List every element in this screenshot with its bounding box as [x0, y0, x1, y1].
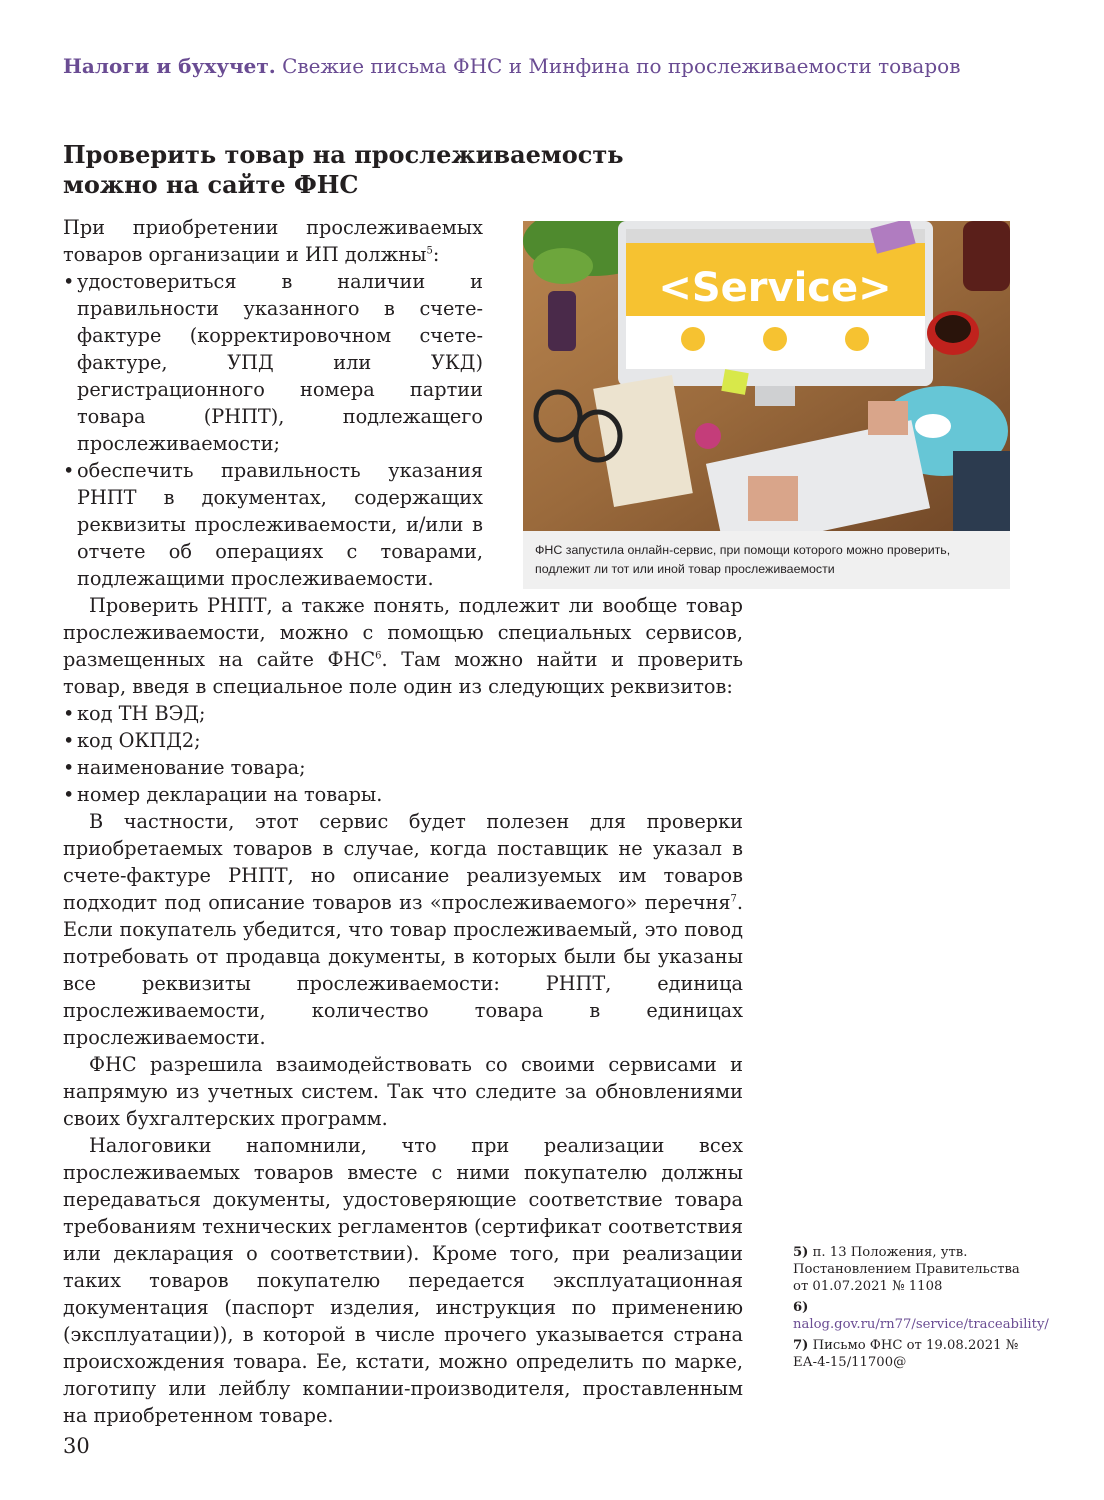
fns-service-link[interactable]: nalog.gov.ru/rn77/service/traceability/ — [793, 1317, 1049, 1332]
service-paragraph: В частности, этот сервис будет полезен для проверки приобретаемых товаров в случае, когда поставщик не указал в счете-фактуре РНПТ, но описание реализуемых им товаров подходит под описание товаров из «прослеживаемого» перечня$^7$. Если покупатель убедится, что товар прослеживаемый, это повод потребовать от продавца документы, в которых были бы указаны все реквизиты прослеживаемости: РНПТ, единица прослеживаемости, количество товара в единицах прослеживаемости. — [63, 810, 743, 1049]
narrow-column — [63, 214, 483, 592]
coffee-pot — [963, 221, 1010, 291]
footnote-ref-5[interactable]: 5 — [426, 245, 433, 257]
running-head-title: Свежие письма ФНС и Минфина по прослеживаемости товаров — [282, 54, 961, 78]
list-item: • удостовериться в наличии и правильности указанного в счете-фактуре (корректировочном счете-фактуре, УПД или УКД) регистрационного номера партии товара (РНПТ), подлежащего прослеживаемости; — [63, 268, 483, 457]
footnote-7: 7) Письмо ФНС от 19.08.2021 № ЕА-4-15/11700@ — [793, 1338, 1019, 1370]
article-heading — [63, 140, 624, 200]
footnote-6: 6) nalog.gov.ru/rn77/service/traceability/ — [793, 1300, 1049, 1332]
requisites-list — [63, 700, 743, 808]
phone — [548, 291, 576, 351]
hand — [868, 401, 908, 435]
heading-line-2: можно на сайте ФНС — [63, 170, 359, 199]
wide-column — [63, 592, 743, 1429]
clips — [695, 423, 721, 449]
fns-paragraph: ФНС разрешила взаимодействовать со своими сервисами и напрямую из учетных систем. Так что следите за обновлениями своих бухгалтерских программ. — [63, 1053, 743, 1130]
running-head-section: Налоги и бухучет. — [63, 54, 276, 78]
figure — [523, 221, 1010, 589]
figure-caption: ФНС запустила онлайн-сервис, при помощи которого можно проверить, подлежит ли тот или иной товар прослеживаемости — [535, 543, 951, 576]
mouse — [915, 414, 951, 438]
list-item: • обеспечить правильность указания РНПТ в документах, содержащих реквизиты прослеживаемости, и/или в отчете об операциях с товарами, подлежащими прослеживаемости. — [63, 457, 483, 592]
intro-paragraph: При приобретении прослеживаемых товаров организации и ИП должны$^5$: — [63, 216, 483, 266]
screen-text: <Service> — [658, 265, 892, 311]
footnotes — [793, 1244, 1049, 1375]
heading-line-1: Проверить товар на прослеживаемость — [63, 140, 624, 169]
duties-list — [63, 268, 483, 592]
docs-paragraph: Налоговики напомнили, что при реализации всех прослеживаемых товаров вместе с ними покупателю должны передаваться документы, удостоверяющие соответствие товара требованиям технических регламентов (сертификат соответствия или декларация о соответствии). Кроме того, при реализации таких товаров покупателю передается эксплуатационная документация (паспорт изделия, инструкция по применению (эксплуатации)), в которой в числе прочего указывается страна происхождения товара. Ее, кстати, можно определить по марке, логотипу или лейблу компании-производителя, проставленным на приобретенном товаре. — [63, 1134, 743, 1427]
footnote-ref-6[interactable]: 6 — [375, 650, 382, 662]
list-item: • код ОКПД2; — [63, 727, 743, 754]
list-item: • номер декларации на товары. — [63, 781, 743, 808]
check-paragraph: Проверить РНПТ, а также понять, подлежит ли вообще товар прослеживаемости, можно с помощью специальных сервисов, размещенных на сайте ФНС$^6$. Там можно найти и проверить товар, введя в специальное поле один из следующих реквизитов: — [63, 594, 743, 698]
footnote-ref-7[interactable]: 7 — [730, 893, 737, 905]
sleeve — [953, 451, 1010, 531]
desk-photo — [523, 221, 1010, 531]
footnote-5: 5) п. 13 Положения, утв. Постановлением Правительства от 01.07.2021 № 1108 — [793, 1245, 1020, 1294]
list-item: • код ТН ВЭД; — [63, 700, 743, 727]
running-head — [63, 54, 1063, 78]
page-number: 30 — [63, 1434, 90, 1458]
list-item: • наименование товара; — [63, 754, 743, 781]
